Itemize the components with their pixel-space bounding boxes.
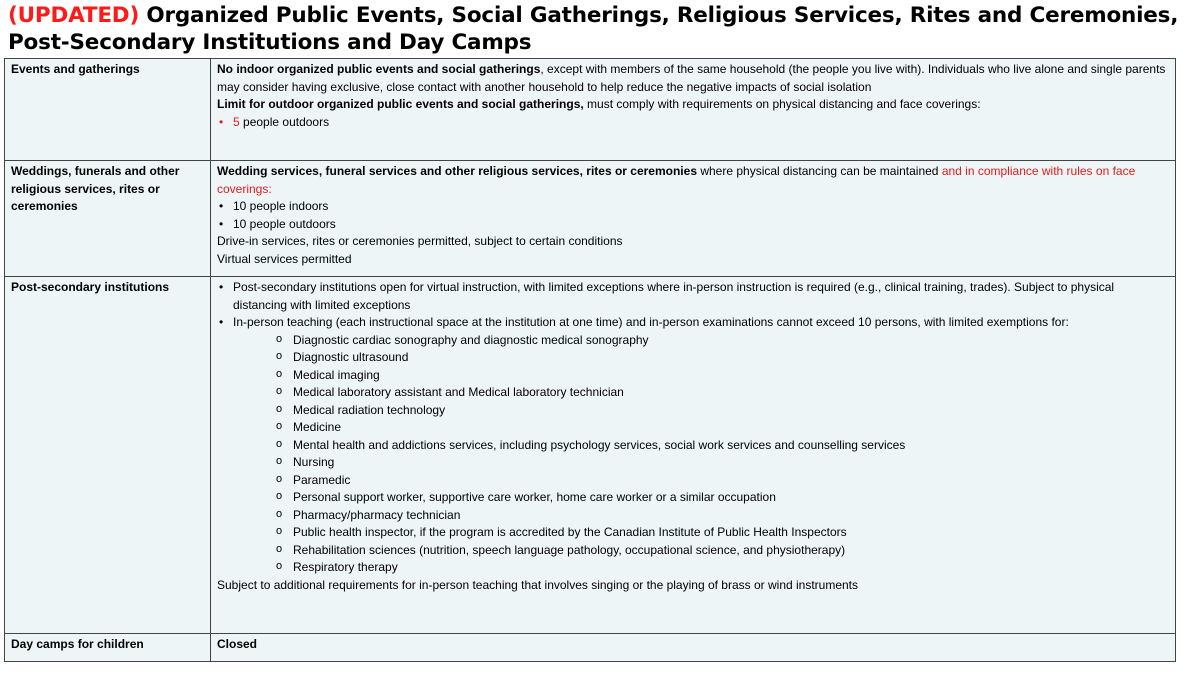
postsecondary-footer: Subject to additional requirements for in-person teaching that involves singing or the playing of brass or wind instruments — [217, 577, 859, 592]
list-item: • Post-secondary institutions open for virtual instruction, with limited exceptions where in-person instruction is required (e.g., clinical training, trades). Subject to physical distancing with limited exceptions — [233, 279, 1171, 314]
page-title — [8, 2, 1188, 56]
exemption-item: o Medical imaging — [293, 367, 1171, 385]
exemptions-list — [233, 332, 1171, 577]
row-label-events: Events and gatherings — [5, 59, 211, 161]
exemption-item: o Nursing — [293, 454, 1171, 472]
exemption-item: o Diagnostic ultrasound — [293, 349, 1171, 367]
list-item: • 10 people indoors — [233, 198, 1171, 216]
events-bullets — [217, 114, 1171, 132]
exemption-item: o Medical radiation technology — [293, 402, 1171, 420]
exemption-item: o Pharmacy/pharmacy technician — [293, 507, 1171, 525]
exemption-item: o Respiratory therapy — [293, 559, 1171, 577]
weddings-p1: Wedding services, funeral services and other religious services, rites or ceremonies where physical distancing can be maintained and in compliance with rules on face coverings: — [217, 164, 1136, 196]
weddings-line1: Drive-in services, rites or ceremonies permitted, subject to certain conditions — [217, 234, 623, 248]
list-item: • 5 people outdoors — [233, 114, 1171, 132]
weddings-line2: Virtual services permitted — [217, 251, 352, 266]
exemption-item: o Medical laboratory assistant and Medical laboratory technician — [293, 384, 1171, 402]
restrictions-table — [4, 58, 1176, 662]
row-content-daycamps: Closed — [211, 634, 1176, 662]
events-p1: No indoor organized public events and social gatherings, except with members of the same household (the people you live with). Individuals who live alone and single parents may consider having exclusive, close contact with another household to help reduce the negative impacts of social isolation — [217, 62, 1166, 94]
title-text: Organized Public Events, Social Gatherings, Religious Services, Rites and Ceremonies, Post-Secondary Institutions and Day Camps — [8, 3, 1179, 55]
exemption-item: o Personal support worker, supportive care worker, home care worker or a similar occupation — [293, 489, 1171, 507]
table-row — [5, 59, 1176, 161]
exemption-item: o Diagnostic cardiac sonography and diagnostic medical sonography — [293, 332, 1171, 350]
weddings-bullets — [217, 198, 1171, 233]
row-label-postsecondary: Post-secondary institutions — [5, 277, 211, 634]
table-row — [5, 277, 1176, 634]
row-content-weddings — [211, 161, 1176, 277]
postsecondary-bullets — [217, 279, 1171, 577]
exemption-item: o Medicine — [293, 419, 1171, 437]
updated-tag: (UPDATED) — [8, 3, 140, 28]
list-item: • In-person teaching (each instructional space at the institution at one time) and in-person examinations cannot exceed 10 persons, with limited exemptions for: o Diagnostic cardiac sonography and diagnostic medical sonography o Diagnostic ultrasound o Medical imaging o Medical laboratory assistant and Medical laboratory technician o Medical radiation technology o Medicine o Mental health and addictions services, including psychology services, social work services and counselling services o Nursing o Paramedic o Personal support worker, supportive care worker, home care worker or a similar occupation o Pharmacy/pharmacy technician o Public health inspector, if the program is accredited by the Canadian Institute of Public Health Inspectors o Rehabilitation sciences (nutrition, speech language pathology, occupational science, and physiotherapy) o Respiratory therapy — [233, 314, 1171, 577]
events-p2: Limit for outdoor organized public events and social gatherings, must comply with requirements on physical distancing and face coverings: — [217, 97, 981, 111]
list-item: • 10 people outdoors — [233, 216, 1171, 234]
row-label-daycamps: Day camps for children — [5, 634, 211, 662]
exemption-item: o Mental health and addictions services, including psychology services, social work services and counselling services — [293, 437, 1171, 455]
row-content-postsecondary — [211, 277, 1176, 634]
exemption-item: o Rehabilitation sciences (nutrition, speech language pathology, occupational science, and physiotherapy) — [293, 542, 1171, 560]
row-content-events — [211, 59, 1176, 161]
row-label-weddings: Weddings, funerals and other religious services, rites or ceremonies — [5, 161, 211, 277]
exemption-item: o Public health inspector, if the program is accredited by the Canadian Institute of Public Health Inspectors — [293, 524, 1171, 542]
table-row — [5, 634, 1176, 662]
table-row — [5, 161, 1176, 277]
exemption-item: o Paramedic — [293, 472, 1171, 490]
